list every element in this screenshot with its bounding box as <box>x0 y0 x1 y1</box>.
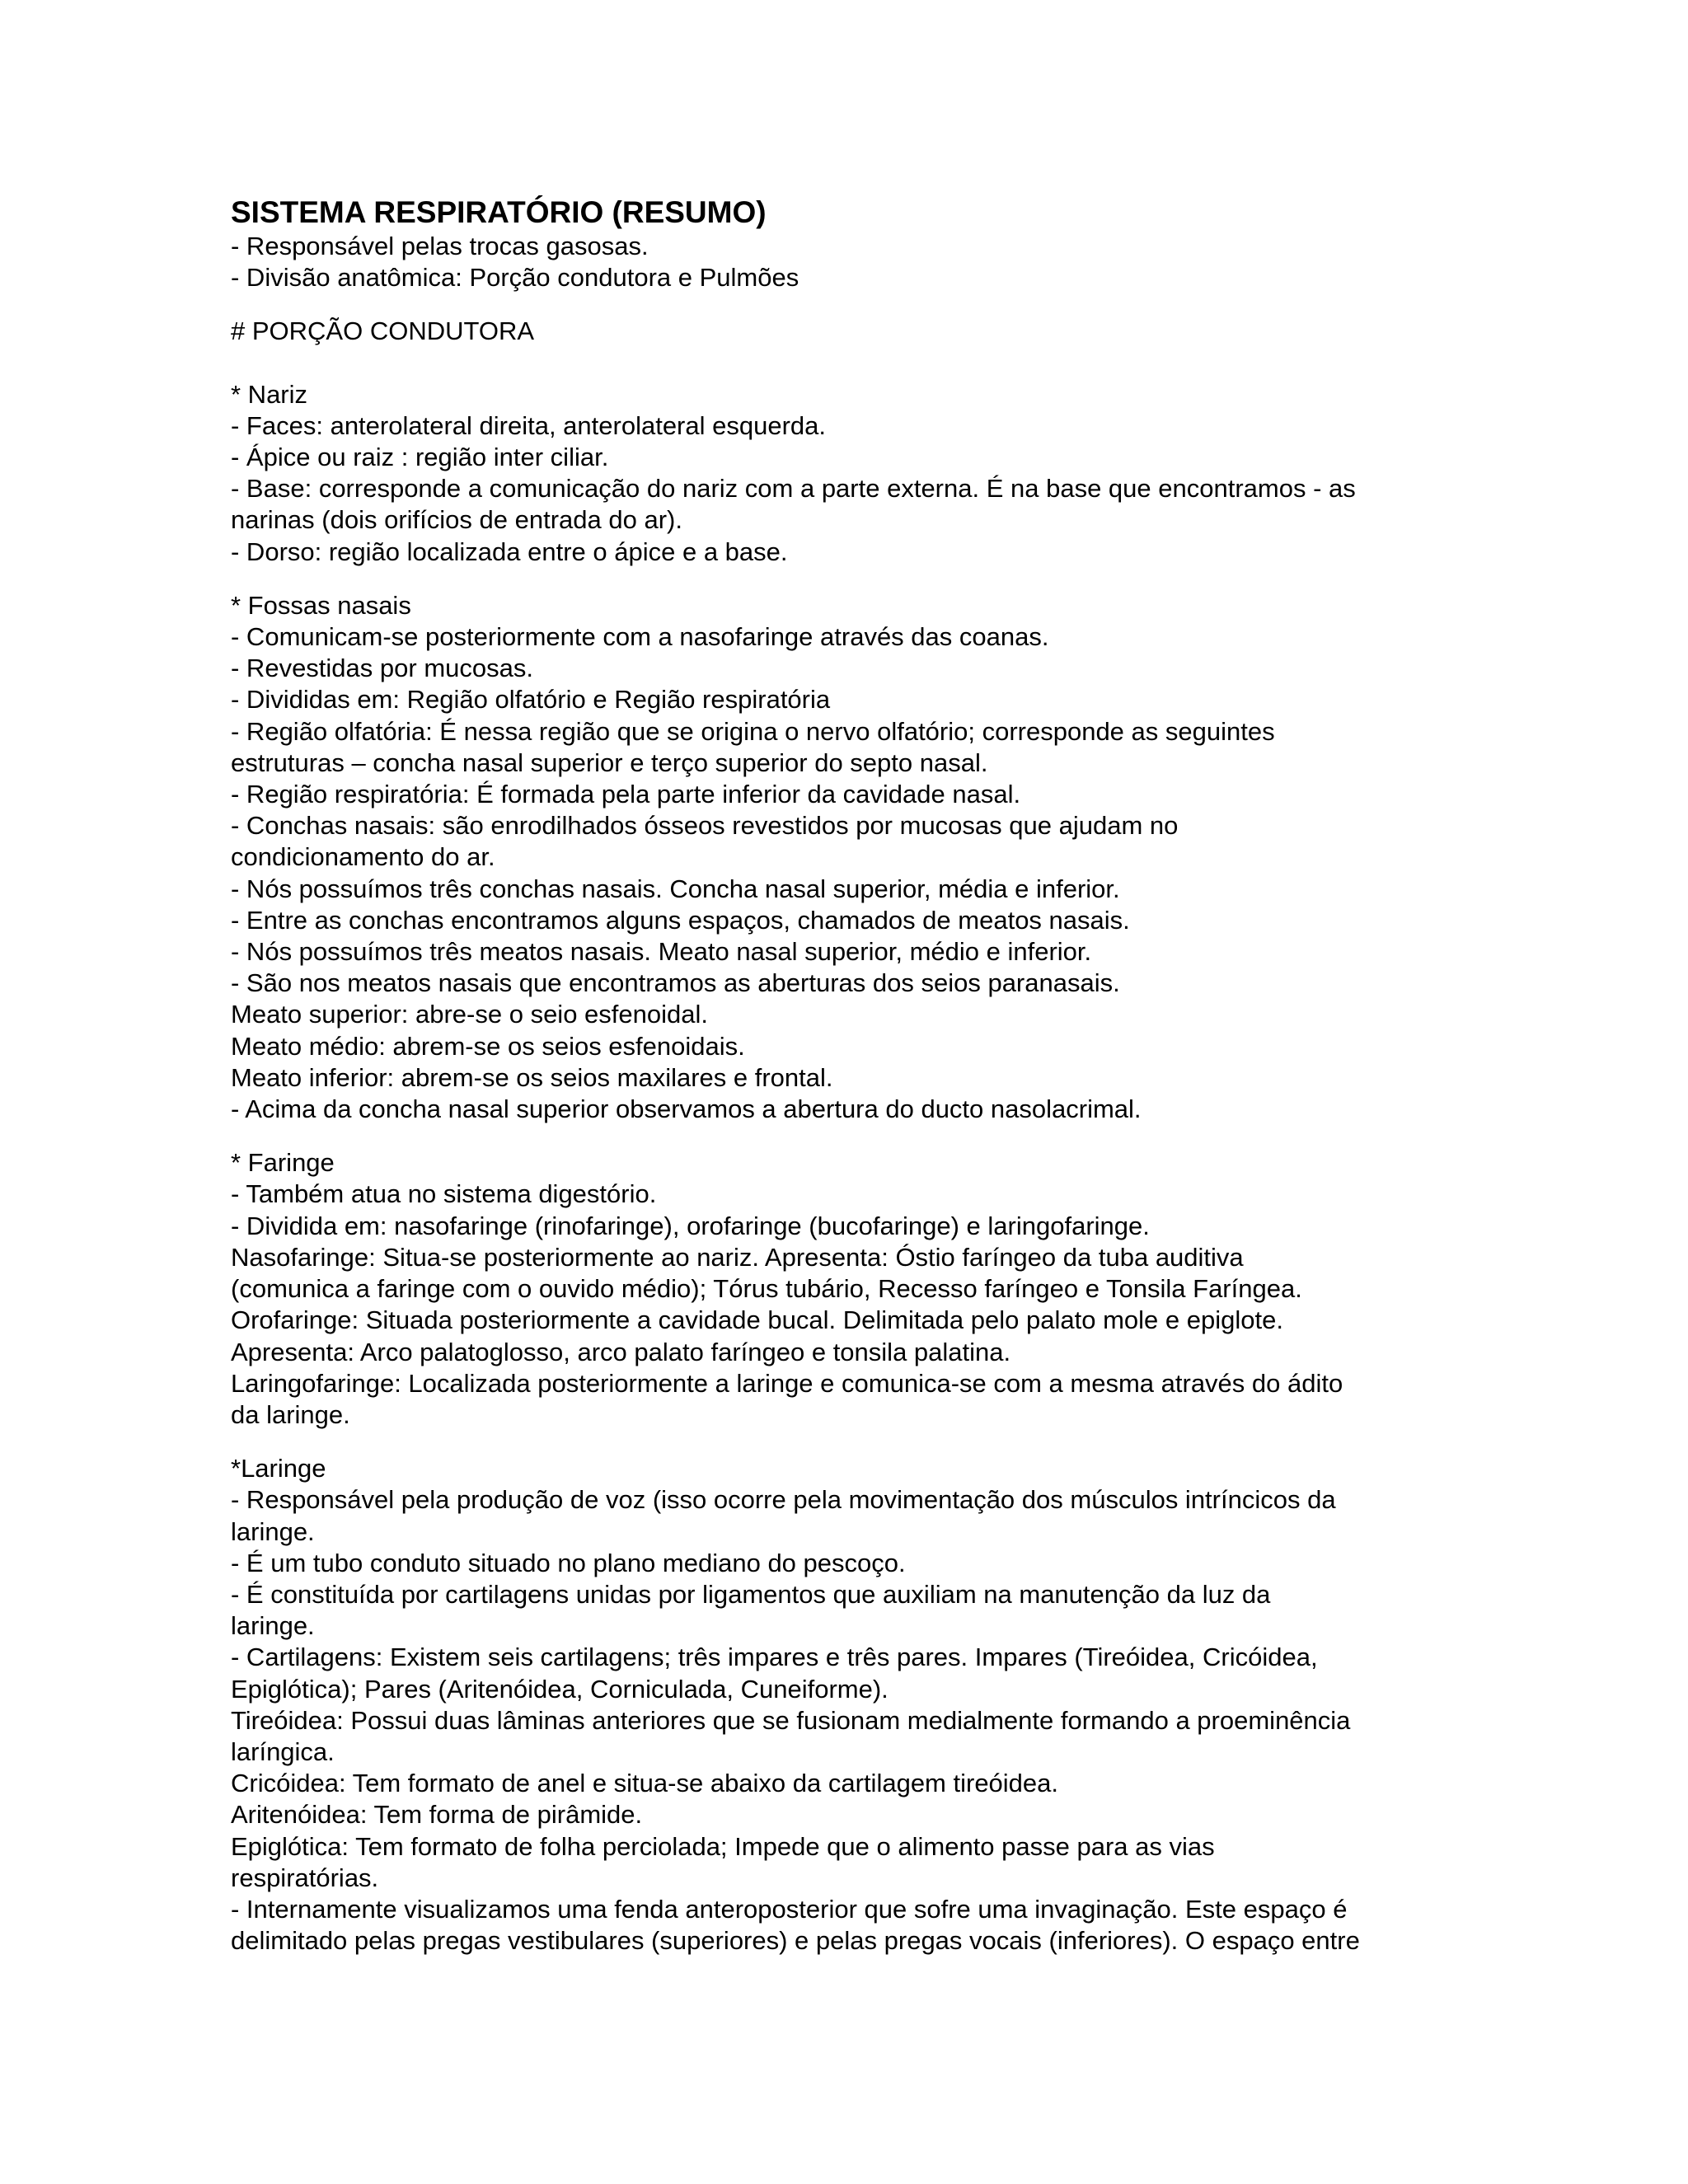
text-line: - Entre as conchas encontramos alguns espaços, chamados de meatos nasais. <box>231 905 1130 935</box>
text-line: - Comunicam-se posteriormente com a nasofaringe através das coanas. <box>231 622 1049 652</box>
text-line: - Nós possuímos três conchas nasais. Concha nasal superior, média e inferior. <box>231 874 1120 903</box>
paragraph-gap <box>231 1431 1451 1453</box>
text-line: - Região olfatória: É nessa região que se origina o nervo olfatório; corresponde as seguintes <box>231 716 1275 746</box>
text-line: - São nos meatos nasais que encontramos as aberturas dos seios paranasais. <box>231 968 1120 998</box>
subsection-heading: * Fossas nasais <box>231 590 411 620</box>
text-line: Tireóidea: Possui duas lâminas anteriores que se fusionam medialmente formando a proeminência <box>231 1705 1351 1735</box>
text-line: laringe. <box>231 1611 315 1641</box>
paragraph-gap <box>231 1125 1451 1147</box>
text-line: - Também atua no sistema digestório. <box>231 1179 657 1209</box>
text-line: - Conchas nasais: são enrodilhados ósseos revestidos por mucosas que ajudam no <box>231 811 1179 841</box>
text-line: - Base: corresponde a comunicação do nariz com a parte externa. É na base que encontramos - as <box>231 474 1356 504</box>
text-line: laríngica. <box>231 1736 335 1766</box>
text-line: - Responsável pela produção de voz (isso ocorre pela movimentação dos músculos intríncicos da <box>231 1485 1336 1515</box>
text-line: condicionamento do ar. <box>231 842 495 872</box>
text-line: Nasofaringe: Situa-se posteriormente ao nariz. Apresenta: Óstio faríngeo da tuba auditiva <box>231 1242 1244 1272</box>
text-line: - Revestidas por mucosas. <box>231 654 533 683</box>
laringe-block <box>231 1453 1451 1957</box>
document-title: SISTEMA RESPIRATÓRIO (RESUMO) <box>231 195 767 229</box>
text-line: narinas (dois orifícios de entrada do ar). <box>231 505 682 535</box>
text-line: - Região respiratória: É formada pela parte inferior da cavidade nasal. <box>231 780 1021 809</box>
text-line: delimitado pelas pregas vestibulares (superiores) e pelas pregas vocais (inferiores). O espaço entre <box>231 1926 1360 1956</box>
text-line: da laringe. <box>231 1399 350 1429</box>
text-line: - É constituída por cartilagens unidas por ligamentos que auxiliam na manutenção da luz da <box>231 1579 1271 1609</box>
text-line: Aritenóidea: Tem forma de pirâmide. <box>231 1800 643 1830</box>
text-line: Meato médio: abrem-se os seios esfenoidais. <box>231 1031 745 1061</box>
text-line: Orofaringe: Situada posteriormente a cavidade bucal. Delimitada pelo palato mole e epiglote. <box>231 1305 1283 1335</box>
text-line: respiratórias. <box>231 1863 379 1892</box>
intro-block <box>231 231 1451 293</box>
text-line: Meato inferior: abrem-se os seios maxilares e frontal. <box>231 1062 833 1092</box>
text-line: Epiglótica); Pares (Aritenóidea, Corniculada, Cuneiforme). <box>231 1674 889 1704</box>
paragraph-gap <box>231 348 1451 379</box>
text-line: Epiglótica: Tem formato de folha perciolada; Impede que o alimento passe para as vias <box>231 1831 1215 1861</box>
paragraph-gap <box>231 293 1451 316</box>
text-line: - Nós possuímos três meatos nasais. Meato nasal superior, médio e inferior. <box>231 937 1092 967</box>
paragraph-gap <box>231 568 1451 590</box>
intro-line: - Responsável pelas trocas gasosas. <box>231 232 649 260</box>
text-line: - Ápice ou raiz : região inter ciliar. <box>231 443 609 472</box>
text-line: Laringofaringe: Localizada posteriormente a laringe e comunica-se com a mesma através do ádito <box>231 1368 1343 1398</box>
nariz-block <box>231 379 1451 568</box>
text-line: estruturas – concha nasal superior e terço superior do septo nasal. <box>231 748 988 777</box>
fossas-nasais-block <box>231 590 1451 1125</box>
text-line: - Acima da concha nasal superior observamos a abertura do ducto nasolacrimal. <box>231 1094 1142 1124</box>
document-page <box>231 194 1451 1957</box>
faringe-block <box>231 1147 1451 1431</box>
subsection-heading: *Laringe <box>231 1454 326 1483</box>
text-line: - Dorso: região localizada entre o ápice e a base. <box>231 537 788 566</box>
subsection-heading: * Nariz <box>231 379 308 409</box>
text-line: - Faces: anterolateral direita, anterolateral esquerda. <box>231 410 827 440</box>
text-line: Meato superior: abre-se o seio esfenoidal. <box>231 1000 708 1029</box>
section-heading: # PORÇÃO CONDUTORA <box>231 316 535 346</box>
text-line: - Dividida em: nasofaringe (rinofaringe), orofaringe (bucofaringe) e laringofaringe. <box>231 1211 1150 1240</box>
subsection-heading: * Faringe <box>231 1148 335 1178</box>
text-line: (comunica a faringe com o ouvido médio); Tórus tubário, Recesso faríngeo e Tonsila Faríngea. <box>231 1274 1302 1304</box>
intro-line: - Divisão anatômica: Porção condutora e Pulmões <box>231 263 799 293</box>
text-line: Apresenta: Arco palatoglosso, arco palato faríngeo e tonsila palatina. <box>231 1337 1011 1366</box>
text-line: - Internamente visualizamos uma fenda anteroposterior que sofre uma invaginação. Este espaço é <box>231 1894 1348 1924</box>
text-line: laringe. <box>231 1516 315 1546</box>
text-line: Cricóidea: Tem formato de anel e situa-se abaixo da cartilagem tireóidea. <box>231 1769 1059 1798</box>
text-line: - É um tubo conduto situado no plano mediano do pescoço. <box>231 1548 906 1577</box>
text-line: - Divididas em: Região olfatório e Região respiratória <box>231 685 831 715</box>
text-line: - Cartilagens: Existem seis cartilagens; três impares e três pares. Impares (Tireóidea, Cricóidea, <box>231 1643 1318 1672</box>
